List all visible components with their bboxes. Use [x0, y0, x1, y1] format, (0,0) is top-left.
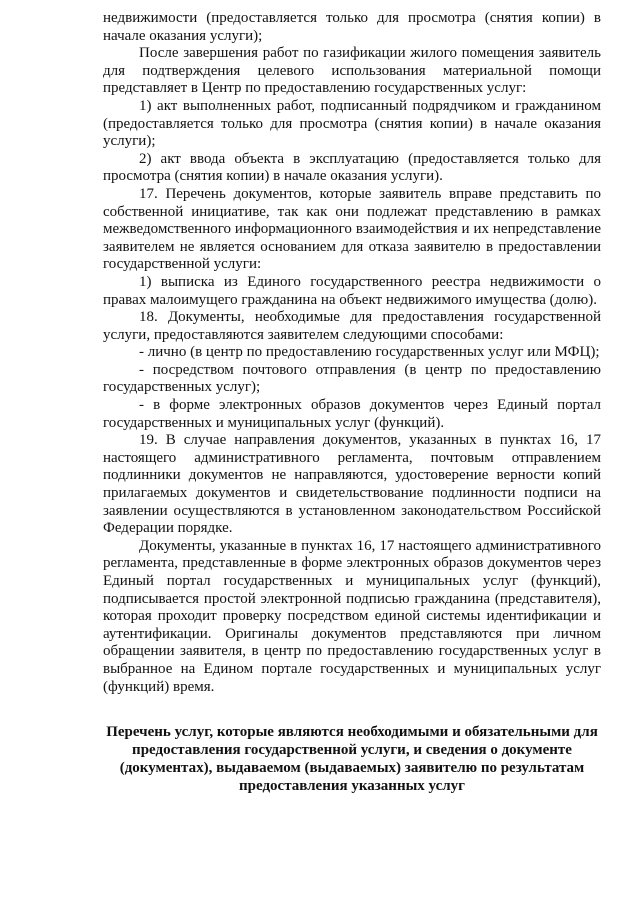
list-item-by-mail: - посредством почтового отправления (в центр по предоставлению государственных услуг); — [103, 361, 601, 396]
document-page — [103, 10, 601, 795]
paragraph-after-gasification: После завершения работ по газификации жилого помещения заявитель для подтверждения целевого использования материальной помощи представляет в Центр по предоставлению государственных услуг: — [103, 45, 601, 97]
list-item-act-of-commissioning: 2) акт ввода объекта в эксплуатацию (предоставляется только для просмотра (снятия копии) в начале оказания услуги). — [103, 150, 601, 185]
paragraph-electronic-documents: Документы, указанные в пунктах 16, 17 настоящего административного регламента, представленные в форме электронных образов документов через Единый портал государственных и муниципальных услуг (функций), подписывается простой электронной подписью гражданина (представителя), которая проходит проверку посредством единой системы идентификации и аутентификации. Оригиналы документов представляются при личном обращении заявителя, в центр по предоставлению государственных услуг в выбранное на Едином портале государственных и муниципальных услуг (функций) время. — [103, 537, 601, 695]
list-item-electronic: - в форме электронных образов документов через Единый портал государственных и муниципальных услуг (функций). — [103, 397, 601, 431]
list-item-act-of-work: 1) акт выполненных работ, подписанный подрядчиком и гражданином (предоставляется только для просмотра (снятия копии) в начале оказания услуги); — [103, 97, 601, 150]
section-heading: Перечень услуг, которые являются необходимыми и обязательными для предоставления государственной услуги, и сведения о документе (документах), выдаваемом (выдаваемых) заявителю по результатам предоставления указанных услуг — [106, 724, 598, 795]
paragraph-item-17: 17. Перечень документов, которые заявитель вправе представить по собственной инициативе, так как они подлежат представлению в рамках межведомственного информационного взаимодействия и их непредставление заявителем не является основанием для отказа заявителю в предоставлении государственной услуги: — [103, 185, 601, 273]
list-item-in-person: - лично (в центр по предоставлению государственных услуг или МФЦ); — [139, 344, 600, 361]
paragraph-continuation: недвижимости (предоставляется только для просмотра (снятия копии) в начале оказания услуги); — [103, 10, 601, 44]
paragraph-item-19: 19. В случае направления документов, указанных в пунктах 16, 17 настоящего административного регламента, почтовым отправлением подлинники документов не направляются, удостоверение верности копий прилагаемых документов и свидетельствование подлинности подписи на заявлении осуществляются в установленном законодательством Российской Федерации порядке. — [103, 432, 601, 537]
paragraph-item-18: 18. Документы, необходимые для предоставления государственной услуги, предоставляются заявителем следующими способами: — [103, 309, 601, 343]
list-item-registry-extract: 1) выписка из Единого государственного реестра недвижимости о правах малоимущего гражданина на объект недвижимого имущества (долю). — [103, 273, 601, 308]
